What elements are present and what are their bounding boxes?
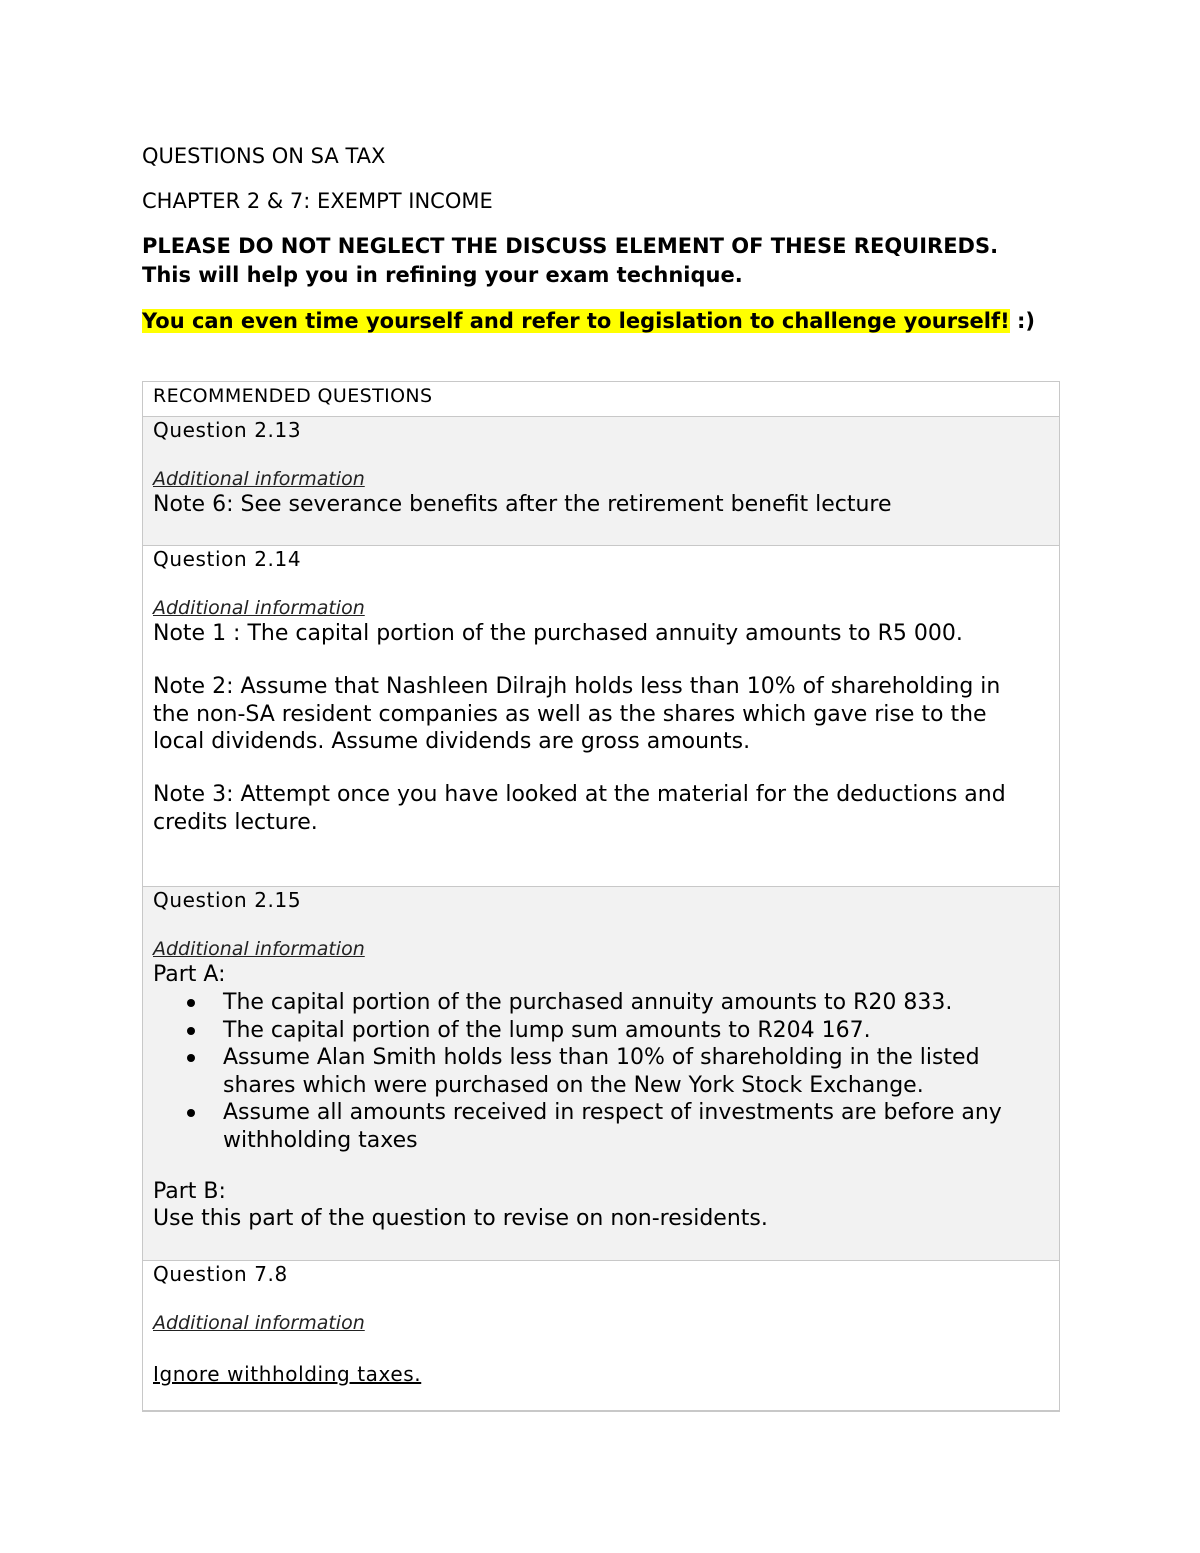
- note-2: Note 2: Assume that Nashleen Dilrajh holds less than 10% of shareholding in the non-SA resident companies as well as the shares which gave rise to the local dividends. Assume dividends are gross amounts.: [153, 674, 1001, 754]
- list-item: Assume all amounts received in respect of investments are before any withholding taxes: [153, 1099, 1043, 1154]
- additional-info-label: Additional information: [153, 1312, 365, 1334]
- table-header-row: [143, 382, 1059, 416]
- warning-text: PLEASE DO NOT NEGLECT THE DISCUSS ELEMENT OF THESE REQUIREDS. This will help you in refining your exam technique.: [142, 234, 999, 287]
- question-7-8-row: [143, 1260, 1059, 1410]
- additional-info-label: Additional information: [153, 468, 365, 490]
- question-title: Question 2.14: [153, 547, 302, 571]
- bullet-icon: [187, 1054, 195, 1062]
- note-6: Note 6: See severance benefits after the retirement benefit lecture: [153, 492, 892, 517]
- smiley-text: :): [1009, 309, 1036, 333]
- list-item: The capital portion of the purchased annuity amounts to R20 833.: [153, 989, 1043, 1017]
- question-title: Question 2.13: [153, 418, 302, 442]
- question-2-13-row: [143, 416, 1059, 545]
- part-a-bullet-list: [153, 989, 1043, 1154]
- question-2-15-row: [143, 886, 1059, 1260]
- question-2-14-row: [143, 545, 1059, 886]
- ignore-withholding-note: Ignore withholding taxes.: [153, 1362, 422, 1386]
- bullet-icon: [187, 999, 195, 1007]
- document-title: QUESTIONS ON SA TAX: [142, 144, 386, 168]
- part-a-label: Part A:: [153, 962, 226, 987]
- table-header: RECOMMENDED QUESTIONS: [153, 385, 433, 407]
- part-b-label: Part B:: [153, 1179, 226, 1204]
- list-item: Assume Alan Smith holds less than 10% of shareholding in the listed shares which were purchased on the New York Stock Exchange.: [153, 1044, 1043, 1099]
- bullet-icon: [187, 1027, 195, 1035]
- list-item: The capital portion of the lump sum amounts to R204 167.: [153, 1017, 1043, 1045]
- bullet-icon: [187, 1109, 195, 1117]
- part-b-text: Use this part of the question to revise on non-residents.: [153, 1206, 768, 1231]
- recommended-questions-table: [142, 381, 1060, 1412]
- note-1: Note 1 : The capital portion of the purchased annuity amounts to R5 000.: [153, 621, 963, 646]
- tip-text: [142, 306, 1042, 336]
- question-title: Question 7.8: [153, 1262, 288, 1286]
- note-3: Note 3: Attempt once you have looked at the material for the deductions and credits lecture.: [153, 782, 1006, 835]
- highlighted-tip: You can even time yourself and refer to legislation to challenge yourself!: [142, 309, 1010, 333]
- additional-info-label: Additional information: [153, 938, 365, 960]
- question-title: Question 2.15: [153, 888, 302, 912]
- additional-info-label: Additional information: [153, 597, 365, 619]
- chapter-heading: CHAPTER 2 & 7: EXEMPT INCOME: [142, 189, 493, 213]
